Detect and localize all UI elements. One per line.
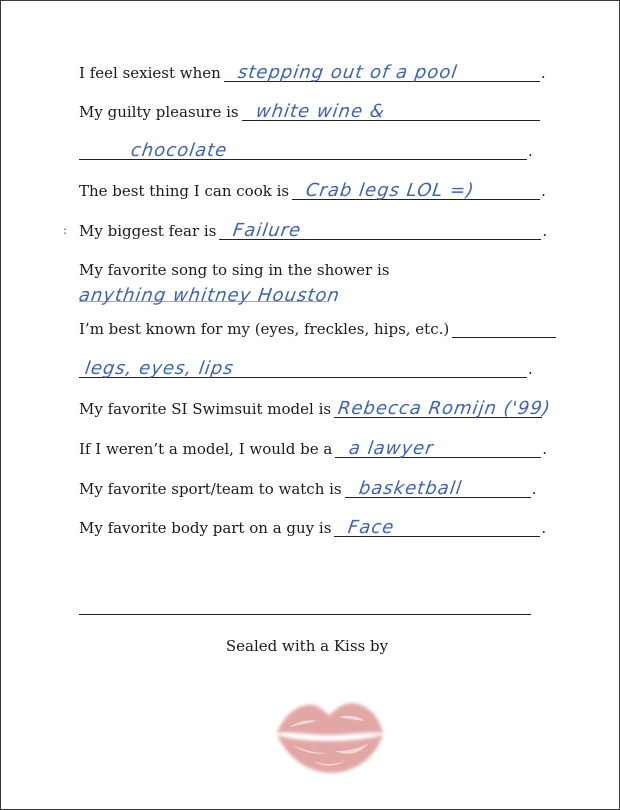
answer-field[interactable] (334, 395, 553, 419)
handwritten-answer: a lawyer (347, 438, 436, 459)
row-best-known (79, 317, 556, 341)
margin-mark: : (63, 223, 68, 237)
handwritten-answer: basketball (357, 478, 463, 499)
lipstick-kiss-icon (269, 681, 389, 781)
row-guilty-pleasure (79, 100, 541, 124)
line-end: . (528, 142, 533, 160)
answer-field[interactable] (334, 514, 540, 537)
answer-field[interactable] (335, 435, 541, 458)
handwritten-answer-song: anything whitney Houston (77, 285, 342, 306)
answer-field[interactable] (79, 137, 527, 160)
prompt-text: I feel sexiest when (79, 64, 221, 82)
line-end: . (541, 182, 546, 200)
handwritten-answer: white wine & (254, 101, 387, 122)
line-end: . (542, 440, 548, 458)
row-si-model (79, 397, 553, 421)
answer-field[interactable] (224, 59, 540, 82)
handwritten-answer: Face (346, 517, 397, 538)
prompt-text: If I weren’t a model, I would be a (79, 440, 333, 458)
row-fear (79, 219, 547, 243)
answer-field[interactable] (219, 217, 541, 240)
handwritten-answer: Rebecca Romijn ('99) (336, 398, 553, 419)
prompt-text: My guilty pleasure is (79, 103, 239, 121)
row-if-not-model (79, 437, 547, 461)
prompt-text: My favorite sport/team to watch is (79, 480, 342, 498)
line-end: . (541, 519, 547, 537)
row-best-known-cont (79, 357, 533, 381)
prompt-text: My favorite SI Swimsuit model is (79, 400, 332, 418)
handwritten-answer: chocolate (129, 140, 229, 161)
handwritten-answer: stepping out of a pool (236, 62, 459, 83)
row-sport (79, 477, 536, 501)
handwritten-answer: legs, eyes, lips (83, 358, 236, 379)
answer-field[interactable] (345, 475, 531, 498)
answer-field[interactable] (242, 98, 540, 121)
row-body-part (79, 516, 546, 540)
handwritten-answer: Crab legs LOL =) (304, 180, 476, 201)
scribble-underline (79, 301, 329, 302)
line-end: . (540, 64, 546, 82)
answer-field[interactable] (79, 355, 527, 378)
line-end: . (542, 222, 548, 240)
answer-field[interactable] (452, 315, 556, 338)
row-sexiest (79, 61, 546, 85)
prompt-text: My favorite song to sing in the shower is (79, 261, 390, 279)
row-song (79, 258, 389, 282)
answer-field[interactable] (292, 177, 540, 200)
row-cook (79, 179, 546, 203)
prompt-text: I’m best known for my (eyes, freckles, hips, etc.) (79, 320, 450, 338)
sealed-caption: Sealed with a Kiss by (225, 637, 389, 655)
line-end: . (528, 360, 533, 378)
signature-line[interactable] (79, 614, 531, 615)
prompt-text: My favorite body part on a guy is (79, 519, 332, 537)
prompt-text: The best thing I can cook is (79, 182, 290, 200)
prompt-text: My biggest fear is (79, 222, 217, 240)
row-guilty-pleasure-cont (79, 139, 533, 163)
handwritten-answer: Failure (231, 220, 304, 241)
line-end: . (531, 480, 537, 498)
